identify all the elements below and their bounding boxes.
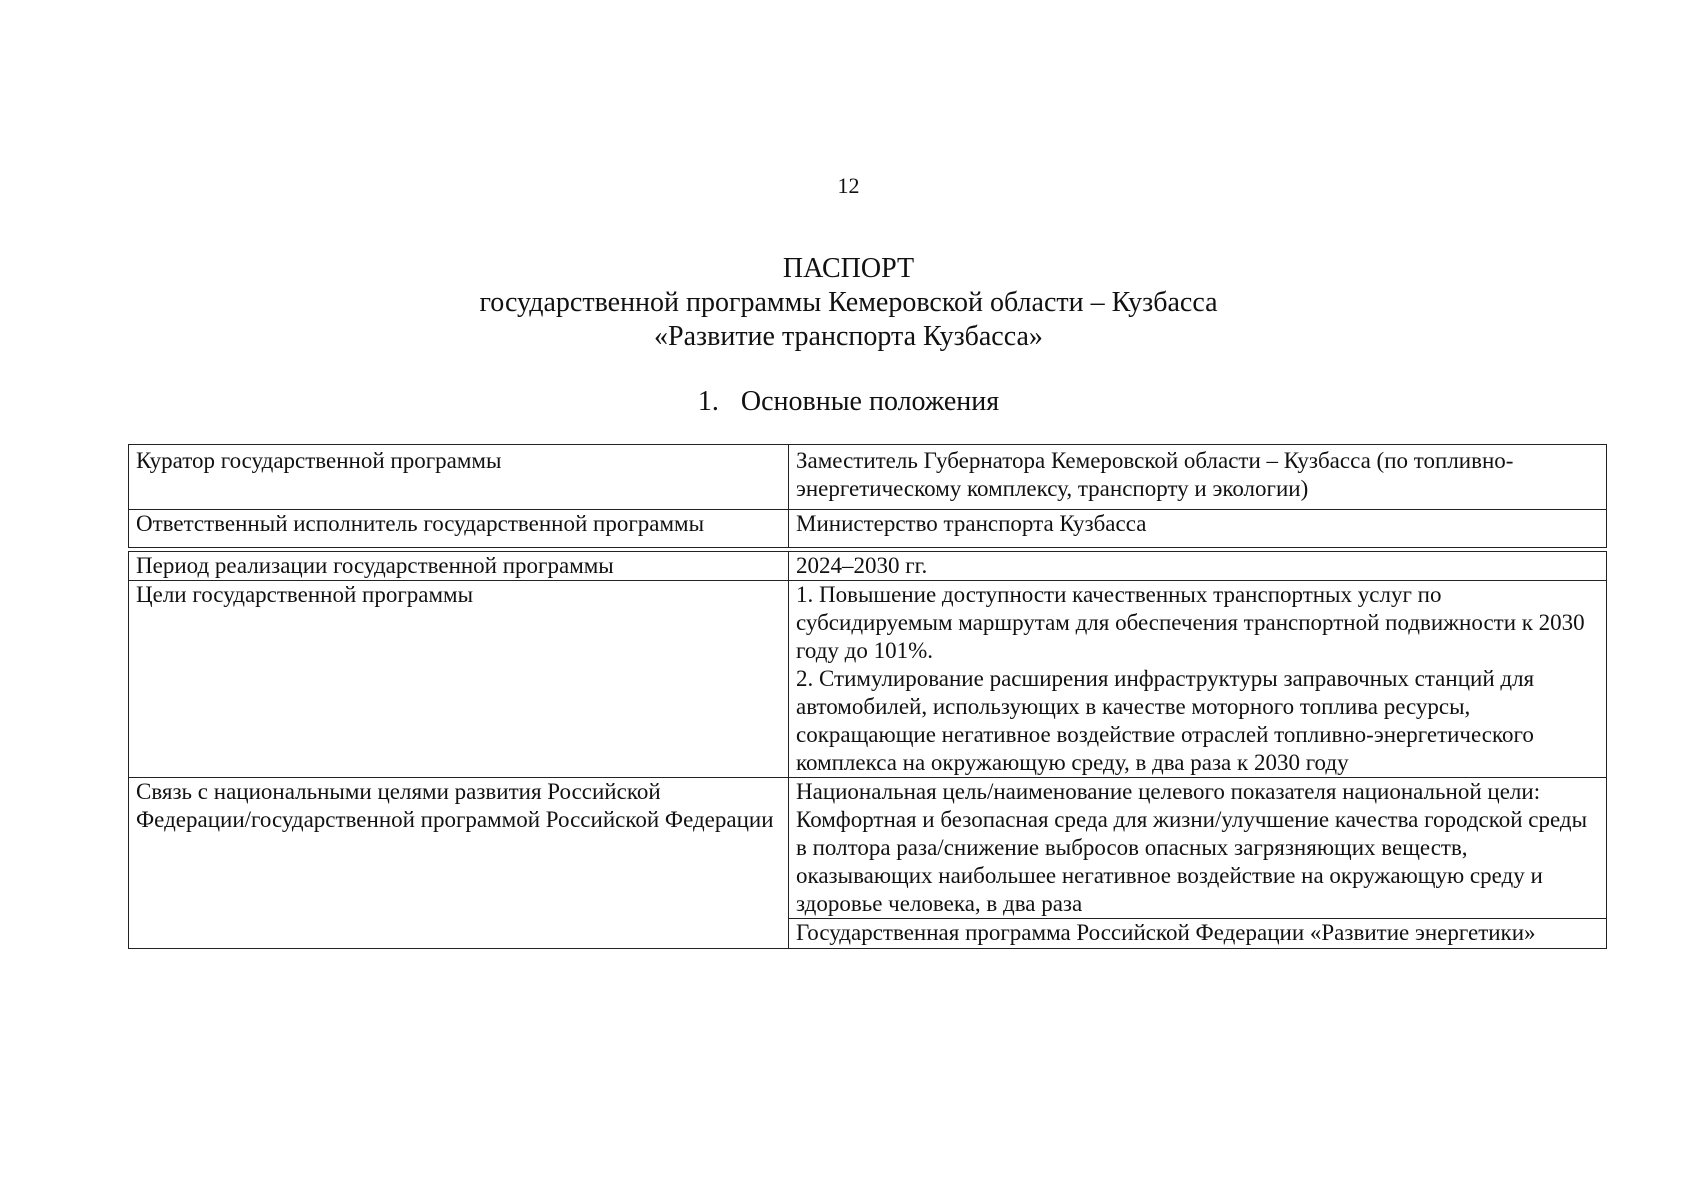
goal-item-1: 1. Повышение доступности качественных транспортных услуг по субсидируемым маршрутам для обеспечения транспортной подвижности к 2030 году до 101%.	[796, 582, 1585, 663]
executor-label: Ответственный исполнитель государственной программы	[129, 510, 789, 548]
table-row	[129, 552, 1607, 581]
table-row	[129, 778, 1607, 919]
curator-label: Куратор государственной программы	[129, 445, 789, 510]
section-title: Основные положения	[740, 386, 1000, 417]
goals-value	[789, 581, 1607, 778]
table-row	[129, 445, 1607, 510]
table-row	[129, 510, 1607, 548]
document-title-block	[0, 252, 1697, 354]
state-program-value: Государственная программа Российской Федерации «Развитие энергетики»	[789, 919, 1607, 949]
section-number: 1.	[697, 386, 719, 417]
document-subtitle-line-2: «Развитие транспорта Кузбасса»	[654, 321, 1043, 352]
goals-label: Цели государственной программы	[129, 581, 789, 778]
national-goals-link-label: Связь с национальными целями развития Российской Федерации/государственной программой Российской Федерации	[129, 778, 789, 949]
goal-item-2: 2. Стимулирование расширения инфраструктуры заправочных станций для автомобилей, использующих в качестве моторного топлива ресурсы, сокращающие негативное воздействие отраслей топливно-энергетического комплекса на окружающую среду, в два раза к 2030 году	[796, 666, 1535, 775]
table-row	[129, 581, 1607, 778]
national-goal-value: Национальная цель/наименование целевого показателя национальной цели: Комфортная и безопасная среда для жизни/улучшение качества городской среды в полтора раза/снижение выбросов опасных загрязняющих веществ, оказывающих наибольшее негативное воздействие на окружающую среду и здоровье человека, в два раза	[789, 778, 1607, 919]
document-subtitle-line-1: государственной программы Кемеровской области – Кузбасса	[479, 287, 1218, 318]
section-heading	[0, 385, 1697, 419]
period-label: Период реализации государственной программы	[129, 552, 789, 581]
executor-value: Министерство транспорта Кузбасса	[789, 510, 1607, 548]
document-title: ПАСПОРТ	[782, 253, 915, 284]
page-number: 12	[837, 173, 860, 198]
period-value: 2024–2030 гг.	[789, 552, 1607, 581]
curator-value: Заместитель Губернатора Кемеровской области – Кузбасса (по топливно-энергетическому комплексу, транспорту и экологии)	[789, 445, 1607, 510]
passport-table-part-2	[128, 551, 1607, 949]
passport-table-part-1	[128, 444, 1607, 548]
